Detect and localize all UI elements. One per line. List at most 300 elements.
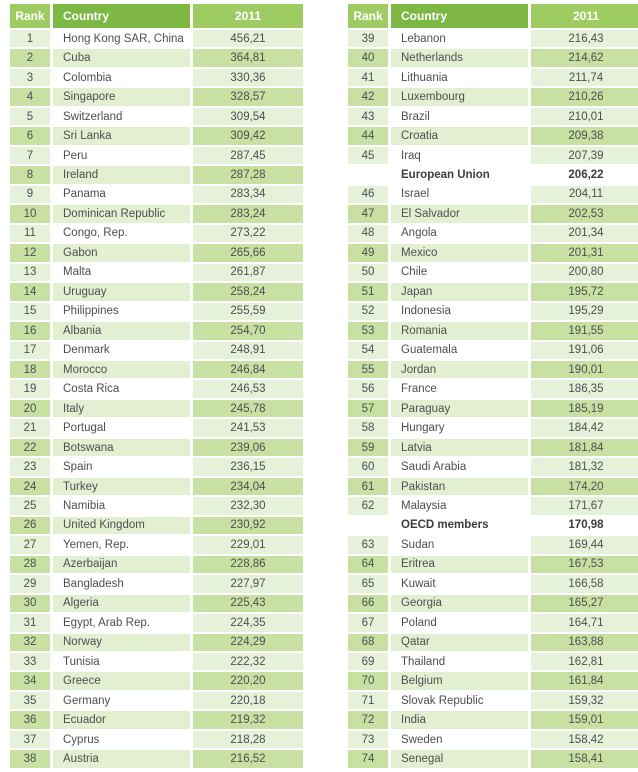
table-row xyxy=(10,439,303,456)
value-cell: 245,78 xyxy=(193,400,303,417)
value-cell: 174,20 xyxy=(531,478,638,495)
value-cell: 328,57 xyxy=(193,88,303,105)
table-row xyxy=(348,419,638,436)
rank-cell: 67 xyxy=(348,614,388,631)
rank-cell: 42 xyxy=(348,88,388,105)
rank-cell: 47 xyxy=(348,205,388,222)
rank-cell: 40 xyxy=(348,49,388,66)
rank-cell: 53 xyxy=(348,322,388,339)
country-cell: Japan xyxy=(391,283,528,300)
country-cell: Uruguay xyxy=(53,283,190,300)
table-row xyxy=(348,711,638,728)
country-cell: OECD members xyxy=(391,517,528,534)
table-row xyxy=(348,750,638,768)
country-cell: Israel xyxy=(391,186,528,203)
country-cell: India xyxy=(391,711,528,728)
table-row xyxy=(10,750,303,768)
country-cell: Azerbaijan xyxy=(53,556,190,573)
table-row xyxy=(10,517,303,534)
rank-cell: 8 xyxy=(10,166,50,183)
value-cell: 218,28 xyxy=(193,731,303,748)
value-cell: 219,32 xyxy=(193,711,303,728)
country-cell: Yemen, Rep. xyxy=(53,536,190,553)
country-cell: Colombia xyxy=(53,69,190,86)
country-cell: Tunisia xyxy=(53,653,190,670)
value-cell: 309,42 xyxy=(193,127,303,144)
value-cell: 283,34 xyxy=(193,186,303,203)
rank-cell: 16 xyxy=(10,322,50,339)
rank-cell: 26 xyxy=(10,517,50,534)
value-cell: 164,71 xyxy=(531,614,638,631)
rank-cell xyxy=(348,517,388,534)
table-row xyxy=(10,692,303,709)
value-cell: 456,21 xyxy=(193,30,303,47)
table-header xyxy=(348,4,638,28)
rank-cell: 50 xyxy=(348,264,388,281)
rank-cell: 62 xyxy=(348,497,388,514)
value-cell: 201,31 xyxy=(531,244,638,261)
value-cell: 200,80 xyxy=(531,264,638,281)
value-cell: 216,43 xyxy=(531,30,638,47)
country-cell: Saudi Arabia xyxy=(391,458,528,475)
table-row xyxy=(10,536,303,553)
country-cell: Croatia xyxy=(391,127,528,144)
rank-cell: 4 xyxy=(10,88,50,105)
value-cell: 241,53 xyxy=(193,419,303,436)
table-row xyxy=(10,108,303,125)
country-cell: Eritrea xyxy=(391,556,528,573)
aggregate-row xyxy=(348,517,638,534)
country-cell: Bangladesh xyxy=(53,575,190,592)
value-cell: 230,92 xyxy=(193,517,303,534)
rank-cell: 55 xyxy=(348,361,388,378)
rank-cell: 52 xyxy=(348,303,388,320)
country-cell: Philippines xyxy=(53,303,190,320)
year-column-header: 2011 xyxy=(531,4,638,28)
rank-cell: 73 xyxy=(348,731,388,748)
country-cell: Kuwait xyxy=(391,575,528,592)
country-cell: Panama xyxy=(53,186,190,203)
table-row xyxy=(348,69,638,86)
table-row xyxy=(10,88,303,105)
rank-table-right xyxy=(345,2,638,770)
country-cell: Thailand xyxy=(391,653,528,670)
value-cell: 161,84 xyxy=(531,672,638,689)
table-row xyxy=(10,342,303,359)
rank-cell: 69 xyxy=(348,653,388,670)
table-header xyxy=(10,4,303,28)
table-row xyxy=(10,731,303,748)
country-cell: Lithuania xyxy=(391,69,528,86)
country-cell: Albania xyxy=(53,322,190,339)
value-cell: 158,41 xyxy=(531,750,638,768)
table-row xyxy=(348,322,638,339)
country-cell: Morocco xyxy=(53,361,190,378)
country-cell: Belgium xyxy=(391,672,528,689)
country-cell: Jordan xyxy=(391,361,528,378)
value-cell: 283,24 xyxy=(193,205,303,222)
country-cell: Dominican Republic xyxy=(53,205,190,222)
table-row xyxy=(348,30,638,47)
rank-cell: 64 xyxy=(348,556,388,573)
table-row xyxy=(10,380,303,397)
country-column-header: Country xyxy=(53,4,190,28)
country-cell: Sri Lanka xyxy=(53,127,190,144)
country-cell: Malta xyxy=(53,264,190,281)
table-row xyxy=(348,478,638,495)
country-cell: Cyprus xyxy=(53,731,190,748)
rank-cell: 22 xyxy=(10,439,50,456)
country-cell: Portugal xyxy=(53,419,190,436)
header-row xyxy=(348,4,638,28)
rank-cell: 25 xyxy=(10,497,50,514)
country-cell: Denmark xyxy=(53,342,190,359)
value-cell: 211,74 xyxy=(531,69,638,86)
rank-cell: 45 xyxy=(348,147,388,164)
rank-cell: 44 xyxy=(348,127,388,144)
country-cell: Congo, Rep. xyxy=(53,225,190,242)
country-cell: Pakistan xyxy=(391,478,528,495)
table-row xyxy=(10,458,303,475)
rank-cell: 7 xyxy=(10,147,50,164)
table-row xyxy=(348,634,638,651)
table-row xyxy=(348,147,638,164)
rank-column-header: Rank xyxy=(348,4,388,28)
table-row xyxy=(10,205,303,222)
rank-cell: 36 xyxy=(10,711,50,728)
value-cell: 364,81 xyxy=(193,49,303,66)
value-cell: 170,98 xyxy=(531,517,638,534)
value-cell: 167,53 xyxy=(531,556,638,573)
value-cell: 254,70 xyxy=(193,322,303,339)
rank-cell: 74 xyxy=(348,750,388,768)
table-row xyxy=(10,400,303,417)
country-cell: Algeria xyxy=(53,595,190,612)
table-row xyxy=(348,731,638,748)
value-cell: 165,27 xyxy=(531,595,638,612)
value-cell: 261,87 xyxy=(193,264,303,281)
value-cell: 216,52 xyxy=(193,750,303,768)
rank-cell: 46 xyxy=(348,186,388,203)
rank-cell xyxy=(348,166,388,183)
rank-cell: 14 xyxy=(10,283,50,300)
table-row xyxy=(348,186,638,203)
table-row xyxy=(10,322,303,339)
country-cell: Luxembourg xyxy=(391,88,528,105)
country-column-header: Country xyxy=(391,4,528,28)
value-cell: 258,24 xyxy=(193,283,303,300)
table-row xyxy=(348,458,638,475)
rank-cell: 12 xyxy=(10,244,50,261)
rank-cell: 11 xyxy=(10,225,50,242)
rank-cell: 30 xyxy=(10,595,50,612)
country-cell: Namibia xyxy=(53,497,190,514)
country-cell: Cuba xyxy=(53,49,190,66)
table-row xyxy=(10,575,303,592)
value-cell: 191,55 xyxy=(531,322,638,339)
country-cell: Hungary xyxy=(391,419,528,436)
country-cell: Gabon xyxy=(53,244,190,261)
table-row xyxy=(348,536,638,553)
country-cell: Qatar xyxy=(391,634,528,651)
table-row xyxy=(10,166,303,183)
value-cell: 248,91 xyxy=(193,342,303,359)
rank-cell: 54 xyxy=(348,342,388,359)
rank-cell: 48 xyxy=(348,225,388,242)
value-cell: 224,35 xyxy=(193,614,303,631)
aggregate-row xyxy=(348,166,638,183)
country-cell: Ireland xyxy=(53,166,190,183)
value-cell: 234,04 xyxy=(193,478,303,495)
value-cell: 287,45 xyxy=(193,147,303,164)
table-row xyxy=(10,711,303,728)
rank-cell: 13 xyxy=(10,264,50,281)
country-cell: Switzerland xyxy=(53,108,190,125)
rank-cell: 3 xyxy=(10,69,50,86)
value-cell: 229,01 xyxy=(193,536,303,553)
rank-cell: 2 xyxy=(10,49,50,66)
value-cell: 195,29 xyxy=(531,303,638,320)
table-row xyxy=(348,361,638,378)
table-row xyxy=(348,225,638,242)
country-cell: Peru xyxy=(53,147,190,164)
table-row xyxy=(10,30,303,47)
country-cell: Poland xyxy=(391,614,528,631)
table-row xyxy=(348,672,638,689)
year-column-header: 2011 xyxy=(193,4,303,28)
rank-cell: 63 xyxy=(348,536,388,553)
rank-cell: 17 xyxy=(10,342,50,359)
rank-cell: 33 xyxy=(10,653,50,670)
country-cell: Spain xyxy=(53,458,190,475)
rank-column-header: Rank xyxy=(10,4,50,28)
rank-cell: 9 xyxy=(10,186,50,203)
value-cell: 159,32 xyxy=(531,692,638,709)
value-cell: 191,06 xyxy=(531,342,638,359)
country-cell: Costa Rica xyxy=(53,380,190,397)
rank-cell: 61 xyxy=(348,478,388,495)
country-cell: Guatemala xyxy=(391,342,528,359)
value-cell: 210,01 xyxy=(531,108,638,125)
table-row xyxy=(348,303,638,320)
country-cell: Slovak Republic xyxy=(391,692,528,709)
table-row xyxy=(348,556,638,573)
table-row xyxy=(348,264,638,281)
rank-cell: 38 xyxy=(10,750,50,768)
rank-cell: 57 xyxy=(348,400,388,417)
country-cell: Brazil xyxy=(391,108,528,125)
table-row xyxy=(10,478,303,495)
country-cell: Egypt, Arab Rep. xyxy=(53,614,190,631)
rank-cell: 27 xyxy=(10,536,50,553)
rank-cell: 21 xyxy=(10,419,50,436)
table-row xyxy=(10,672,303,689)
table-row xyxy=(10,595,303,612)
country-cell: Lebanon xyxy=(391,30,528,47)
rank-cell: 58 xyxy=(348,419,388,436)
header-row xyxy=(10,4,303,28)
rank-cell: 43 xyxy=(348,108,388,125)
rank-cell: 60 xyxy=(348,458,388,475)
table-row xyxy=(348,575,638,592)
rank-cell: 19 xyxy=(10,380,50,397)
rank-cell: 20 xyxy=(10,400,50,417)
rank-cell: 6 xyxy=(10,127,50,144)
value-cell: 228,86 xyxy=(193,556,303,573)
value-cell: 273,22 xyxy=(193,225,303,242)
table-row xyxy=(10,244,303,261)
value-cell: 220,20 xyxy=(193,672,303,689)
value-cell: 162,81 xyxy=(531,653,638,670)
value-cell: 239,06 xyxy=(193,439,303,456)
value-cell: 227,97 xyxy=(193,575,303,592)
value-cell: 207,39 xyxy=(531,147,638,164)
country-cell: Germany xyxy=(53,692,190,709)
value-cell: 186,35 xyxy=(531,380,638,397)
country-cell: Hong Kong SAR, China xyxy=(53,30,190,47)
value-cell: 265,66 xyxy=(193,244,303,261)
table-row xyxy=(348,108,638,125)
value-cell: 236,15 xyxy=(193,458,303,475)
table-body xyxy=(348,30,638,768)
country-cell: Turkey xyxy=(53,478,190,495)
country-cell: Sweden xyxy=(391,731,528,748)
table-row xyxy=(348,205,638,222)
value-cell: 204,11 xyxy=(531,186,638,203)
rank-cell: 18 xyxy=(10,361,50,378)
country-cell: Romania xyxy=(391,322,528,339)
table-row xyxy=(348,653,638,670)
rank-cell: 37 xyxy=(10,731,50,748)
table-row xyxy=(10,49,303,66)
value-cell: 222,32 xyxy=(193,653,303,670)
table-row xyxy=(10,614,303,631)
country-cell: El Salvador xyxy=(391,205,528,222)
table-row xyxy=(10,69,303,86)
table-row xyxy=(348,342,638,359)
value-cell: 181,32 xyxy=(531,458,638,475)
rank-cell: 10 xyxy=(10,205,50,222)
rank-cell: 34 xyxy=(10,672,50,689)
table-row xyxy=(10,147,303,164)
rank-cell: 41 xyxy=(348,69,388,86)
country-cell: Iraq xyxy=(391,147,528,164)
country-cell: Italy xyxy=(53,400,190,417)
table-row xyxy=(10,497,303,514)
table-row xyxy=(348,88,638,105)
table-row xyxy=(348,497,638,514)
country-cell: Malaysia xyxy=(391,497,528,514)
value-cell: 214,62 xyxy=(531,49,638,66)
country-cell: United Kingdom xyxy=(53,517,190,534)
table-row xyxy=(10,653,303,670)
country-cell: Indonesia xyxy=(391,303,528,320)
rank-cell: 5 xyxy=(10,108,50,125)
rank-cell: 39 xyxy=(348,30,388,47)
country-cell: Georgia xyxy=(391,595,528,612)
country-cell: Chile xyxy=(391,264,528,281)
country-cell: Ecuador xyxy=(53,711,190,728)
country-cell: Paraguay xyxy=(391,400,528,417)
country-cell: Senegal xyxy=(391,750,528,768)
rank-cell: 31 xyxy=(10,614,50,631)
country-cell: Sudan xyxy=(391,536,528,553)
rank-cell: 32 xyxy=(10,634,50,651)
table-row xyxy=(10,186,303,203)
table-row xyxy=(10,127,303,144)
value-cell: 184,42 xyxy=(531,419,638,436)
table-row xyxy=(348,244,638,261)
table-row xyxy=(10,225,303,242)
value-cell: 246,84 xyxy=(193,361,303,378)
rank-cell: 35 xyxy=(10,692,50,709)
table-row xyxy=(10,264,303,281)
value-cell: 224,29 xyxy=(193,634,303,651)
value-cell: 309,54 xyxy=(193,108,303,125)
table-body xyxy=(10,30,303,768)
value-cell: 220,18 xyxy=(193,692,303,709)
country-cell: Greece xyxy=(53,672,190,689)
rank-cell: 24 xyxy=(10,478,50,495)
country-cell: Botswana xyxy=(53,439,190,456)
value-cell: 246,53 xyxy=(193,380,303,397)
value-cell: 158,42 xyxy=(531,731,638,748)
country-cell: European Union xyxy=(391,166,528,183)
table-row xyxy=(348,614,638,631)
value-cell: 163,88 xyxy=(531,634,638,651)
rank-cell: 71 xyxy=(348,692,388,709)
value-cell: 232,30 xyxy=(193,497,303,514)
value-cell: 210,26 xyxy=(531,88,638,105)
rank-table-left xyxy=(7,2,306,770)
rank-cell: 66 xyxy=(348,595,388,612)
value-cell: 225,43 xyxy=(193,595,303,612)
rank-cell: 51 xyxy=(348,283,388,300)
rank-cell: 68 xyxy=(348,634,388,651)
table-row xyxy=(10,283,303,300)
value-cell: 159,01 xyxy=(531,711,638,728)
table-row xyxy=(348,400,638,417)
table-row xyxy=(348,380,638,397)
rank-cell: 59 xyxy=(348,439,388,456)
table-row xyxy=(10,361,303,378)
country-cell: Netherlands xyxy=(391,49,528,66)
rank-cell: 29 xyxy=(10,575,50,592)
table-row xyxy=(348,49,638,66)
rank-cell: 70 xyxy=(348,672,388,689)
value-cell: 202,53 xyxy=(531,205,638,222)
value-cell: 195,72 xyxy=(531,283,638,300)
rank-cell: 49 xyxy=(348,244,388,261)
table-row xyxy=(348,692,638,709)
value-cell: 171,67 xyxy=(531,497,638,514)
value-cell: 255,59 xyxy=(193,303,303,320)
rank-cell: 72 xyxy=(348,711,388,728)
table-row xyxy=(348,439,638,456)
table-row xyxy=(10,419,303,436)
country-cell: Singapore xyxy=(53,88,190,105)
value-cell: 185,19 xyxy=(531,400,638,417)
country-cell: Norway xyxy=(53,634,190,651)
country-cell: Austria xyxy=(53,750,190,768)
value-cell: 181,84 xyxy=(531,439,638,456)
table-row xyxy=(10,634,303,651)
table-row xyxy=(348,283,638,300)
country-cell: Latvia xyxy=(391,439,528,456)
value-cell: 287,28 xyxy=(193,166,303,183)
rank-cell: 15 xyxy=(10,303,50,320)
value-cell: 169,44 xyxy=(531,536,638,553)
